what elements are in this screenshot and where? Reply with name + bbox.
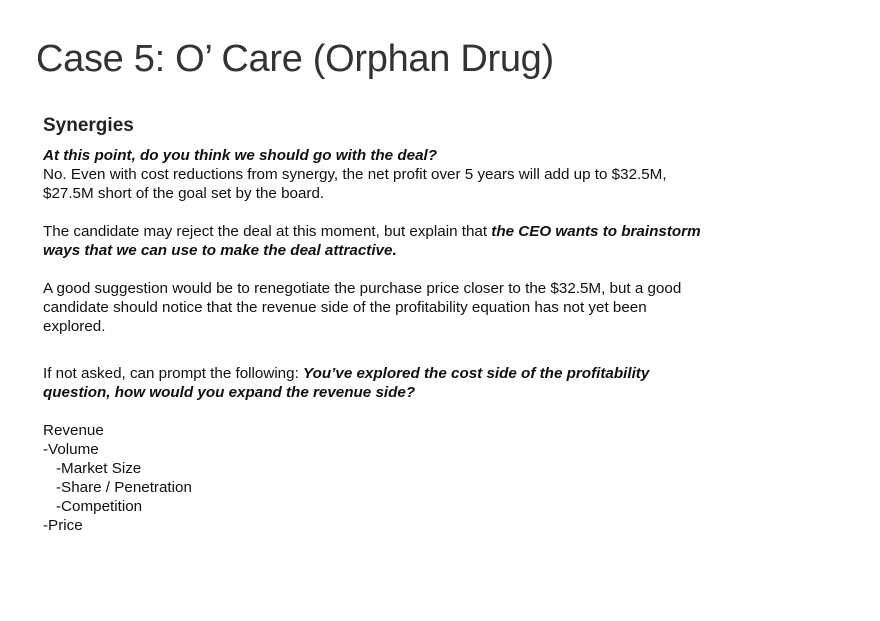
prompt-question: You’ve explored the cost side of the profitability [303, 365, 650, 382]
slide-content [43, 114, 763, 535]
suggestion-paragraph [43, 279, 763, 336]
revenue-item: -Market Size [56, 460, 142, 477]
ceo-brainstorm-text: the CEO wants to brainstorm [491, 223, 701, 240]
revenue-item: -Competition [56, 498, 143, 515]
suggestion-line-2: candidate should notice that the revenue side of the profitability equation has not yet been [43, 299, 647, 316]
candidate-text: The candidate may reject the deal at this moment, but explain that [43, 223, 492, 240]
revenue-tree [43, 421, 763, 535]
section-heading: Synergies [43, 115, 134, 136]
revenue-item: -Volume [43, 441, 99, 458]
suggestion-line-1: A good suggestion would be to renegotiate the purchase price closer to the $32.5M, but a good [43, 280, 682, 297]
prompt-paragraph [43, 364, 763, 402]
question-paragraph [43, 146, 763, 203]
prompt-intro: If not asked, can prompt the following: [43, 365, 304, 382]
revenue-root: Revenue [43, 422, 104, 439]
revenue-item: -Share / Penetration [56, 479, 192, 496]
answer-line-2: $27.5M short of the goal set by the board. [43, 185, 325, 202]
question-text: At this point, do you think we should go with the deal? [43, 147, 438, 164]
candidate-paragraph [43, 222, 763, 260]
ceo-brainstorm-text-2: ways that we can use to make the deal attractive. [43, 242, 397, 259]
answer-line-1: No. Even with cost reductions from synergy, the net profit over 5 years will add up to $32.5M, [43, 166, 667, 183]
suggestion-line-3: explored. [43, 318, 106, 335]
revenue-item: -Price [43, 517, 83, 534]
prompt-question-2: question, how would you expand the revenue side? [43, 384, 416, 401]
slide-title: Case 5: O’ Care (Orphan Drug) [36, 38, 554, 80]
